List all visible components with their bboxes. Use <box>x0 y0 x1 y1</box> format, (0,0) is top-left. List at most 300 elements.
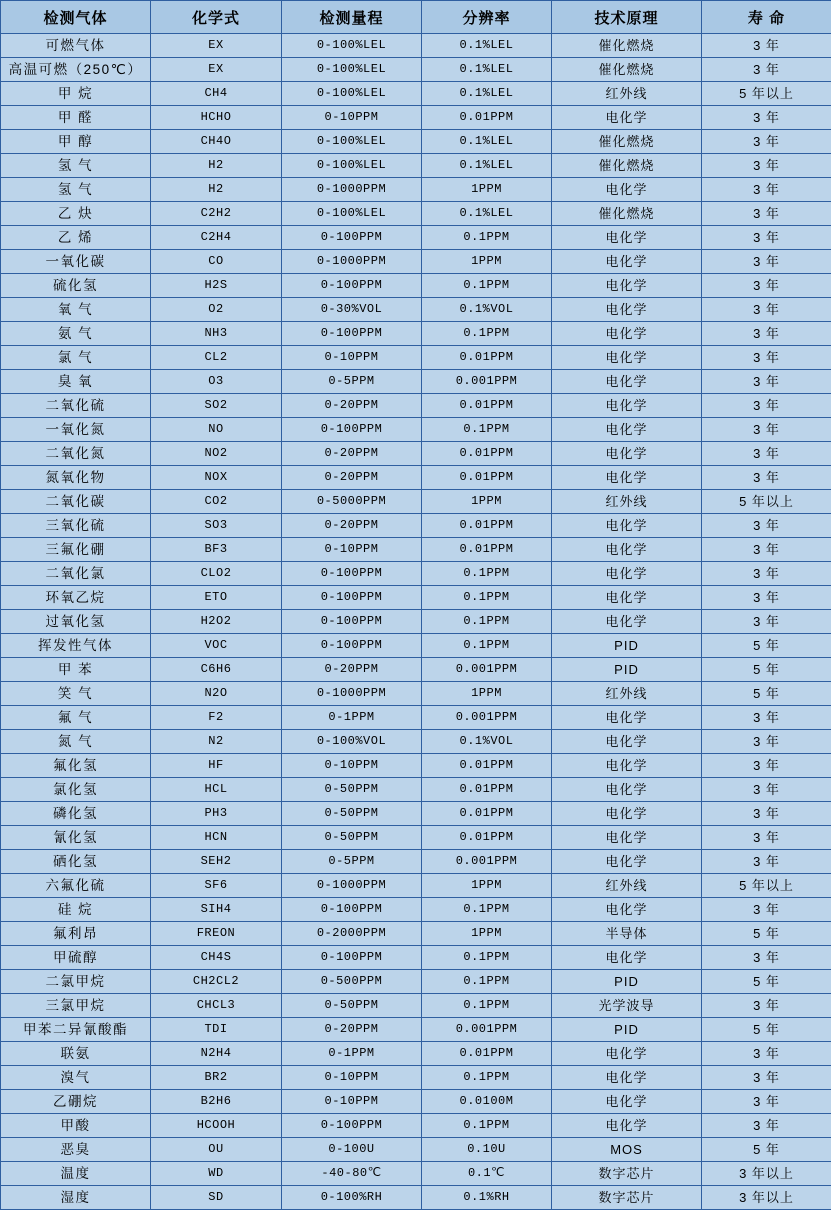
cell-resolution: 0.1PPM <box>422 634 552 658</box>
cell-range: 0-50PPM <box>282 778 422 802</box>
cell-resolution: 1PPM <box>422 874 552 898</box>
cell-gas-name: 联氨 <box>1 1042 151 1066</box>
cell-resolution: 1PPM <box>422 250 552 274</box>
cell-formula: VOC <box>151 634 282 658</box>
cell-range: 0-50PPM <box>282 994 422 1018</box>
cell-gas-name: 氨 气 <box>1 322 151 346</box>
column-header-gas: 检测气体 <box>1 1 151 34</box>
table-row <box>1 1018 831 1042</box>
cell-gas-name: 氰化氢 <box>1 826 151 850</box>
cell-gas-name: 恶臭 <box>1 1138 151 1162</box>
table-row <box>1 1186 831 1210</box>
cell-range: 0-100PPM <box>282 898 422 922</box>
cell-range: 0-100PPM <box>282 586 422 610</box>
cell-gas-name: 氯化氢 <box>1 778 151 802</box>
cell-resolution: 0.1PPM <box>422 994 552 1018</box>
cell-life: 5 年以上 <box>702 490 831 514</box>
cell-resolution: 0.001PPM <box>422 706 552 730</box>
table-row <box>1 298 831 322</box>
cell-life: 3 年 <box>702 586 831 610</box>
table-row <box>1 1114 831 1138</box>
cell-formula: CO2 <box>151 490 282 514</box>
cell-principle: 红外线 <box>552 82 702 106</box>
cell-life: 3 年 <box>702 1114 831 1138</box>
cell-resolution: 0.01PPM <box>422 802 552 826</box>
cell-principle: PID <box>552 1018 702 1042</box>
table-row <box>1 610 831 634</box>
cell-formula: HF <box>151 754 282 778</box>
cell-formula: H2S <box>151 274 282 298</box>
cell-resolution: 0.01PPM <box>422 394 552 418</box>
cell-principle: 电化学 <box>552 778 702 802</box>
cell-resolution: 1PPM <box>422 490 552 514</box>
cell-principle: 电化学 <box>552 802 702 826</box>
cell-principle: 红外线 <box>552 490 702 514</box>
cell-resolution: 0.01PPM <box>422 754 552 778</box>
cell-resolution: 0.01PPM <box>422 442 552 466</box>
cell-life: 3 年 <box>702 442 831 466</box>
table-row <box>1 730 831 754</box>
cell-life: 3 年 <box>702 1090 831 1114</box>
cell-range: 0-50PPM <box>282 826 422 850</box>
cell-formula: WD <box>151 1162 282 1186</box>
cell-formula: HCL <box>151 778 282 802</box>
cell-life: 3 年 <box>702 130 831 154</box>
cell-gas-name: 硫化氢 <box>1 274 151 298</box>
cell-life: 5 年 <box>702 970 831 994</box>
cell-gas-name: 氮氧化物 <box>1 466 151 490</box>
cell-life: 3 年 <box>702 58 831 82</box>
cell-life: 3 年 <box>702 466 831 490</box>
cell-principle: 电化学 <box>552 274 702 298</box>
cell-gas-name: 一氧化氮 <box>1 418 151 442</box>
cell-formula: NO2 <box>151 442 282 466</box>
cell-principle: 电化学 <box>552 106 702 130</box>
cell-principle: 电化学 <box>552 370 702 394</box>
cell-range: 0-100%LEL <box>282 202 422 226</box>
cell-resolution: 0.1PPM <box>422 418 552 442</box>
cell-life: 3 年 <box>702 106 831 130</box>
cell-life: 5 年以上 <box>702 82 831 106</box>
cell-resolution: 0.1%LEL <box>422 58 552 82</box>
table-row <box>1 1042 831 1066</box>
table-row <box>1 778 831 802</box>
cell-gas-name: 氧 气 <box>1 298 151 322</box>
cell-principle: 半导体 <box>552 922 702 946</box>
table-row <box>1 442 831 466</box>
table-row <box>1 682 831 706</box>
cell-resolution: 0.1PPM <box>422 226 552 250</box>
cell-range: 0-20PPM <box>282 466 422 490</box>
cell-life: 3 年 <box>702 538 831 562</box>
cell-gas-name: 六氟化硫 <box>1 874 151 898</box>
cell-formula: SO3 <box>151 514 282 538</box>
cell-principle: 催化燃烧 <box>552 154 702 178</box>
table-row <box>1 658 831 682</box>
cell-range: -40-80℃ <box>282 1162 422 1186</box>
cell-principle: 催化燃烧 <box>552 58 702 82</box>
cell-gas-name: 二氯甲烷 <box>1 970 151 994</box>
cell-range: 0-100PPM <box>282 1114 422 1138</box>
table-row <box>1 346 831 370</box>
cell-gas-name: 氟 气 <box>1 706 151 730</box>
table-body <box>1 34 831 1210</box>
table-row <box>1 1162 831 1186</box>
cell-range: 0-1000PPM <box>282 250 422 274</box>
table-row <box>1 586 831 610</box>
cell-life: 3 年 <box>702 802 831 826</box>
cell-gas-name: 氢 气 <box>1 178 151 202</box>
cell-life: 3 年 <box>702 706 831 730</box>
table-row <box>1 850 831 874</box>
cell-formula: TDI <box>151 1018 282 1042</box>
cell-resolution: 0.1PPM <box>422 562 552 586</box>
cell-range: 0-20PPM <box>282 514 422 538</box>
table-row <box>1 514 831 538</box>
cell-formula: OU <box>151 1138 282 1162</box>
table-row <box>1 874 831 898</box>
cell-principle: 电化学 <box>552 250 702 274</box>
cell-resolution: 0.01PPM <box>422 1042 552 1066</box>
cell-life: 5 年 <box>702 1018 831 1042</box>
table-row <box>1 250 831 274</box>
cell-principle: 电化学 <box>552 298 702 322</box>
cell-formula: PH3 <box>151 802 282 826</box>
table-row <box>1 322 831 346</box>
table-row <box>1 1066 831 1090</box>
cell-formula: CH4S <box>151 946 282 970</box>
cell-formula: FREON <box>151 922 282 946</box>
column-header-formula: 化学式 <box>151 1 282 34</box>
cell-life: 3 年 <box>702 226 831 250</box>
cell-principle: 电化学 <box>552 706 702 730</box>
cell-resolution: 0.01PPM <box>422 106 552 130</box>
cell-formula: CLO2 <box>151 562 282 586</box>
cell-formula: N2H4 <box>151 1042 282 1066</box>
cell-life: 3 年以上 <box>702 1186 831 1210</box>
cell-formula: H2 <box>151 154 282 178</box>
cell-range: 0-5PPM <box>282 850 422 874</box>
cell-gas-name: 过氧化氢 <box>1 610 151 634</box>
cell-gas-name: 甲 苯 <box>1 658 151 682</box>
cell-formula: CL2 <box>151 346 282 370</box>
cell-principle: 红外线 <box>552 874 702 898</box>
cell-life: 3 年以上 <box>702 1162 831 1186</box>
cell-resolution: 0.1PPM <box>422 898 552 922</box>
cell-formula: SO2 <box>151 394 282 418</box>
cell-life: 3 年 <box>702 754 831 778</box>
cell-life: 5 年 <box>702 634 831 658</box>
cell-life: 3 年 <box>702 394 831 418</box>
table-row <box>1 1090 831 1114</box>
cell-resolution: 0.1℃ <box>422 1162 552 1186</box>
cell-principle: 电化学 <box>552 1114 702 1138</box>
cell-principle: 催化燃烧 <box>552 34 702 58</box>
cell-life: 3 年 <box>702 34 831 58</box>
cell-principle: 电化学 <box>552 538 702 562</box>
cell-gas-name: 一氧化碳 <box>1 250 151 274</box>
cell-range: 0-5PPM <box>282 370 422 394</box>
cell-gas-name: 二氧化氯 <box>1 562 151 586</box>
cell-gas-name: 氯 气 <box>1 346 151 370</box>
table-row <box>1 106 831 130</box>
cell-resolution: 0.1PPM <box>422 1066 552 1090</box>
cell-resolution: 0.01PPM <box>422 778 552 802</box>
table-header <box>1 1 831 34</box>
cell-principle: PID <box>552 658 702 682</box>
cell-gas-name: 乙 炔 <box>1 202 151 226</box>
table-row <box>1 154 831 178</box>
cell-gas-name: 甲 醇 <box>1 130 151 154</box>
cell-range: 0-100%LEL <box>282 34 422 58</box>
cell-range: 0-100%RH <box>282 1186 422 1210</box>
table-row <box>1 394 831 418</box>
cell-resolution: 0.001PPM <box>422 370 552 394</box>
cell-resolution: 0.1PPM <box>422 970 552 994</box>
table-row <box>1 418 831 442</box>
cell-principle: 光学波导 <box>552 994 702 1018</box>
cell-principle: PID <box>552 634 702 658</box>
cell-range: 0-10PPM <box>282 106 422 130</box>
table-row <box>1 226 831 250</box>
cell-gas-name: 三氯甲烷 <box>1 994 151 1018</box>
table-row <box>1 58 831 82</box>
cell-life: 3 年 <box>702 610 831 634</box>
table-row <box>1 466 831 490</box>
cell-gas-name: 氟化氢 <box>1 754 151 778</box>
table-row <box>1 706 831 730</box>
cell-formula: CH4O <box>151 130 282 154</box>
cell-life: 3 年 <box>702 562 831 586</box>
cell-principle: MOS <box>552 1138 702 1162</box>
cell-gas-name: 二氧化硫 <box>1 394 151 418</box>
cell-range: 0-10PPM <box>282 1090 422 1114</box>
cell-range: 0-100%LEL <box>282 154 422 178</box>
cell-principle: 数字芯片 <box>552 1162 702 1186</box>
table-row <box>1 490 831 514</box>
cell-life: 3 年 <box>702 298 831 322</box>
table-row <box>1 274 831 298</box>
cell-range: 0-1000PPM <box>282 682 422 706</box>
cell-formula: C6H6 <box>151 658 282 682</box>
cell-life: 3 年 <box>702 1066 831 1090</box>
cell-resolution: 0.001PPM <box>422 658 552 682</box>
cell-formula: SIH4 <box>151 898 282 922</box>
cell-life: 3 年 <box>702 826 831 850</box>
cell-range: 0-10PPM <box>282 346 422 370</box>
cell-life: 3 年 <box>702 178 831 202</box>
cell-resolution: 0.1%LEL <box>422 130 552 154</box>
cell-formula: EX <box>151 34 282 58</box>
column-header-principle: 技术原理 <box>552 1 702 34</box>
cell-range: 0-100PPM <box>282 634 422 658</box>
cell-resolution: 0.1%LEL <box>422 82 552 106</box>
cell-life: 3 年 <box>702 994 831 1018</box>
cell-principle: 电化学 <box>552 946 702 970</box>
cell-range: 0-100%LEL <box>282 82 422 106</box>
cell-range: 0-10PPM <box>282 538 422 562</box>
cell-principle: 电化学 <box>552 322 702 346</box>
cell-range: 0-5000PPM <box>282 490 422 514</box>
table-row <box>1 562 831 586</box>
cell-range: 0-100PPM <box>282 610 422 634</box>
cell-principle: 电化学 <box>552 226 702 250</box>
cell-formula: N2 <box>151 730 282 754</box>
cell-formula: HCOOH <box>151 1114 282 1138</box>
cell-principle: 电化学 <box>552 754 702 778</box>
cell-life: 5 年 <box>702 658 831 682</box>
cell-principle: 电化学 <box>552 586 702 610</box>
cell-resolution: 0.001PPM <box>422 850 552 874</box>
cell-resolution: 1PPM <box>422 178 552 202</box>
cell-gas-name: 乙 烯 <box>1 226 151 250</box>
cell-principle: 电化学 <box>552 850 702 874</box>
cell-life: 3 年 <box>702 898 831 922</box>
cell-gas-name: 可燃气体 <box>1 34 151 58</box>
cell-gas-name: 温度 <box>1 1162 151 1186</box>
cell-principle: 电化学 <box>552 346 702 370</box>
cell-resolution: 0.10U <box>422 1138 552 1162</box>
cell-principle: 电化学 <box>552 1066 702 1090</box>
cell-formula: BR2 <box>151 1066 282 1090</box>
cell-principle: 电化学 <box>552 1090 702 1114</box>
cell-range: 0-20PPM <box>282 658 422 682</box>
cell-resolution: 0.1%LEL <box>422 34 552 58</box>
cell-resolution: 0.1%VOL <box>422 298 552 322</box>
table-row <box>1 898 831 922</box>
cell-gas-name: 二氧化氮 <box>1 442 151 466</box>
cell-gas-name: 乙硼烷 <box>1 1090 151 1114</box>
cell-principle: 电化学 <box>552 178 702 202</box>
cell-gas-name: 笑 气 <box>1 682 151 706</box>
cell-life: 3 年 <box>702 274 831 298</box>
table-row <box>1 202 831 226</box>
cell-range: 0-100PPM <box>282 226 422 250</box>
cell-resolution: 0.1PPM <box>422 946 552 970</box>
cell-principle: 电化学 <box>552 610 702 634</box>
cell-formula: C2H4 <box>151 226 282 250</box>
cell-gas-name: 氮 气 <box>1 730 151 754</box>
cell-range: 0-100%LEL <box>282 58 422 82</box>
cell-resolution: 0.1PPM <box>422 586 552 610</box>
cell-gas-name: 氟利昂 <box>1 922 151 946</box>
table-row <box>1 130 831 154</box>
cell-resolution: 0.1%RH <box>422 1186 552 1210</box>
cell-range: 0-1PPM <box>282 1042 422 1066</box>
cell-gas-name: 环氧乙烷 <box>1 586 151 610</box>
cell-range: 0-500PPM <box>282 970 422 994</box>
cell-formula: O2 <box>151 298 282 322</box>
cell-resolution: 0.1%LEL <box>422 202 552 226</box>
cell-formula: B2H6 <box>151 1090 282 1114</box>
cell-resolution: 0.1PPM <box>422 1114 552 1138</box>
cell-principle: 电化学 <box>552 394 702 418</box>
cell-gas-name: 氢 气 <box>1 154 151 178</box>
table-row <box>1 82 831 106</box>
table-row <box>1 634 831 658</box>
cell-range: 0-30%VOL <box>282 298 422 322</box>
cell-range: 0-1PPM <box>282 706 422 730</box>
cell-life: 3 年 <box>702 730 831 754</box>
cell-life: 3 年 <box>702 202 831 226</box>
cell-life: 5 年 <box>702 682 831 706</box>
cell-gas-name: 溴气 <box>1 1066 151 1090</box>
table-row <box>1 538 831 562</box>
cell-formula: HCHO <box>151 106 282 130</box>
cell-range: 0-20PPM <box>282 394 422 418</box>
cell-life: 3 年 <box>702 850 831 874</box>
cell-range: 0-100U <box>282 1138 422 1162</box>
cell-principle: 电化学 <box>552 898 702 922</box>
cell-gas-name: 甲苯二异氰酸酯 <box>1 1018 151 1042</box>
cell-range: 0-100%LEL <box>282 130 422 154</box>
cell-principle: 催化燃烧 <box>552 202 702 226</box>
table-row <box>1 754 831 778</box>
cell-life: 5 年以上 <box>702 874 831 898</box>
cell-principle: 电化学 <box>552 514 702 538</box>
cell-principle: 电化学 <box>552 466 702 490</box>
cell-gas-name: 硅 烷 <box>1 898 151 922</box>
cell-resolution: 0.01PPM <box>422 538 552 562</box>
table-row <box>1 34 831 58</box>
cell-resolution: 0.01PPM <box>422 346 552 370</box>
cell-resolution: 0.01PPM <box>422 514 552 538</box>
table-row <box>1 802 831 826</box>
cell-life: 3 年 <box>702 514 831 538</box>
cell-life: 3 年 <box>702 346 831 370</box>
cell-life: 3 年 <box>702 370 831 394</box>
cell-formula: SEH2 <box>151 850 282 874</box>
cell-principle: 电化学 <box>552 562 702 586</box>
column-header-resolution: 分辨率 <box>422 1 552 34</box>
cell-life: 3 年 <box>702 946 831 970</box>
cell-gas-name: 挥发性气体 <box>1 634 151 658</box>
cell-formula: CHCL3 <box>151 994 282 1018</box>
table-row <box>1 370 831 394</box>
table-row <box>1 1138 831 1162</box>
column-header-range: 检测量程 <box>282 1 422 34</box>
cell-life: 3 年 <box>702 418 831 442</box>
cell-formula: EX <box>151 58 282 82</box>
table-row <box>1 946 831 970</box>
cell-principle: 电化学 <box>552 442 702 466</box>
cell-resolution: 0.0100M <box>422 1090 552 1114</box>
cell-formula: O3 <box>151 370 282 394</box>
cell-range: 0-1000PPM <box>282 874 422 898</box>
cell-gas-name: 湿度 <box>1 1186 151 1210</box>
cell-range: 0-100%VOL <box>282 730 422 754</box>
cell-life: 5 年 <box>702 1138 831 1162</box>
cell-resolution: 0.1PPM <box>422 274 552 298</box>
cell-gas-name: 硒化氢 <box>1 850 151 874</box>
cell-resolution: 1PPM <box>422 682 552 706</box>
cell-resolution: 0.1%VOL <box>422 730 552 754</box>
cell-formula: CO <box>151 250 282 274</box>
cell-formula: CH2CL2 <box>151 970 282 994</box>
cell-range: 0-100PPM <box>282 946 422 970</box>
cell-range: 0-100PPM <box>282 274 422 298</box>
table-row <box>1 922 831 946</box>
cell-gas-name: 臭 氧 <box>1 370 151 394</box>
cell-formula: HCN <box>151 826 282 850</box>
cell-principle: PID <box>552 970 702 994</box>
column-header-life: 寿 命 <box>702 1 831 34</box>
cell-range: 0-10PPM <box>282 754 422 778</box>
cell-principle: 电化学 <box>552 826 702 850</box>
cell-formula: N2O <box>151 682 282 706</box>
cell-life: 3 年 <box>702 250 831 274</box>
cell-life: 3 年 <box>702 322 831 346</box>
